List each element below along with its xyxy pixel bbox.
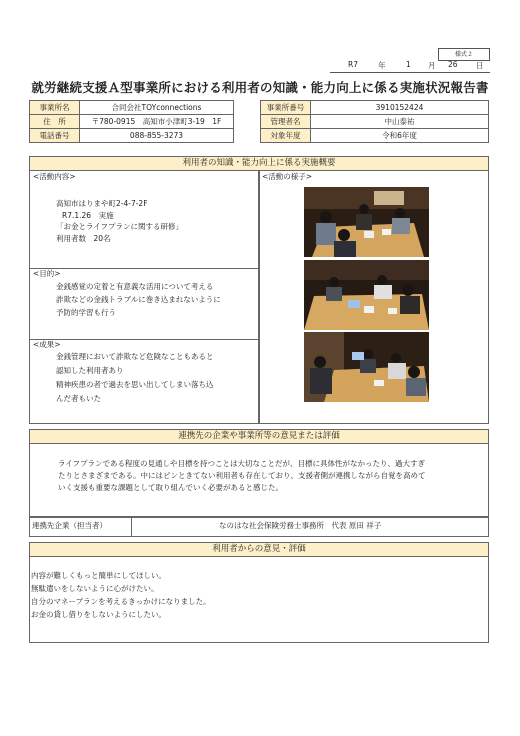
user-feedback-banner: 利用者からの意見・評価 [29,542,489,557]
date-day-label: 日 [476,61,484,70]
user-feedback-line: 内容が難しくもっと簡単にしてほしい。 [31,571,166,580]
contact-divider [131,516,132,536]
target-year-value: 令和6年度 [311,129,489,143]
date-day: 26 [448,60,458,69]
partner-line: ライフプランである程度の見通しや目標を持つことは大切なことだが、目標に具体性がなかったり、過大すぎ [58,459,426,468]
facility-number-label: 事業所番号 [261,101,311,115]
scene-heading: <活動の様子> [262,172,313,181]
user-feedback-lines [31,570,211,622]
partner-line: たりとさまざまである。中にはピンときてない利用者も存在しており、支援者側が連携しながら自覚を高めて [58,471,426,480]
result-line: 金銭管理において詐欺など危険なこともあると [56,352,214,361]
activity-line: 高知市はりまや町2-4-7-2F [56,199,148,208]
purpose-line: 詐欺などの金銭トラブルに巻き込まれないように [56,295,221,304]
result-line: 精神疾患の者で過去を思い出してしまい落ち込 [56,380,214,389]
phone-value: 088-855-3273 [80,129,234,143]
partner-comment [58,458,426,494]
purpose-heading: <目的> [33,269,61,278]
purpose-lines [56,281,221,320]
purpose-line: 金銭感覚の定着と有意義な活用について考える [56,282,214,291]
info-table-right [260,100,489,143]
form-number: 様式２ [438,48,490,61]
address-value: 〒780-0915 高知市小津町3-19 1F [80,115,234,129]
result-line: んだ者もいた [56,394,101,403]
date-underline [330,72,490,73]
date-era: R7 [348,60,358,69]
partner-banner: 連携先の企業や事業所等の意見または評価 [29,429,489,444]
activity-line: R7.1.26 実施 [62,210,114,220]
activity-lines [56,198,183,244]
user-feedback-line: お金の貸し借りをしないようにしたい。 [31,610,166,619]
manager-label: 管理者名 [261,115,311,129]
target-year-label: 対象年度 [261,129,311,143]
page-title: 就労継続支援Ａ型事業所における利用者の知識・能力向上に係る実施状況報告書 [31,80,489,95]
date-month-label: 月 [428,61,436,70]
activity-photo-2 [304,260,429,330]
partner-contact-value: なのはな社会保険労務士事務所 代表 原田 祥子 [219,521,382,530]
activity-line: 「お金とライフプランに関する研修」 [56,222,184,231]
activity-heading: <活動内容> [33,172,76,181]
address-label: 住 所 [30,115,80,129]
date-month: 1 [406,60,411,69]
purpose-line: 予防的学習も行う [56,308,116,317]
report-date [330,60,490,72]
info-table-left [29,100,234,143]
user-feedback-line: 無駄遣いをしないように心がけたい。 [31,584,159,593]
partner-line: いく支援も重要な課題として取り組んでいく必要があると感じた。 [58,483,283,492]
facility-name-label: 事業所名 [30,101,80,115]
phone-label: 電話番号 [30,129,80,143]
result-line: 認知した利用者あり [56,366,124,375]
overview-banner: 利用者の知識・能力向上に係る実施概要 [29,156,489,171]
user-feedback-line: 自分のマネープランを考えるきっかけになりました。 [31,597,211,606]
manager-value: 中山泰祐 [311,115,489,129]
date-year-label: 年 [378,61,386,70]
partner-contact-label: 連携先企業（担当者） [32,521,107,530]
facility-name-value: 合同会社TOYconnections [80,101,234,115]
activity-photo-3 [304,332,429,402]
activity-photo-1 [304,187,429,257]
result-heading: <成果> [33,340,61,349]
facility-number-value: 3910152424 [311,101,489,115]
activity-line: 利用者数 20名 [56,233,111,243]
result-lines [56,351,214,407]
